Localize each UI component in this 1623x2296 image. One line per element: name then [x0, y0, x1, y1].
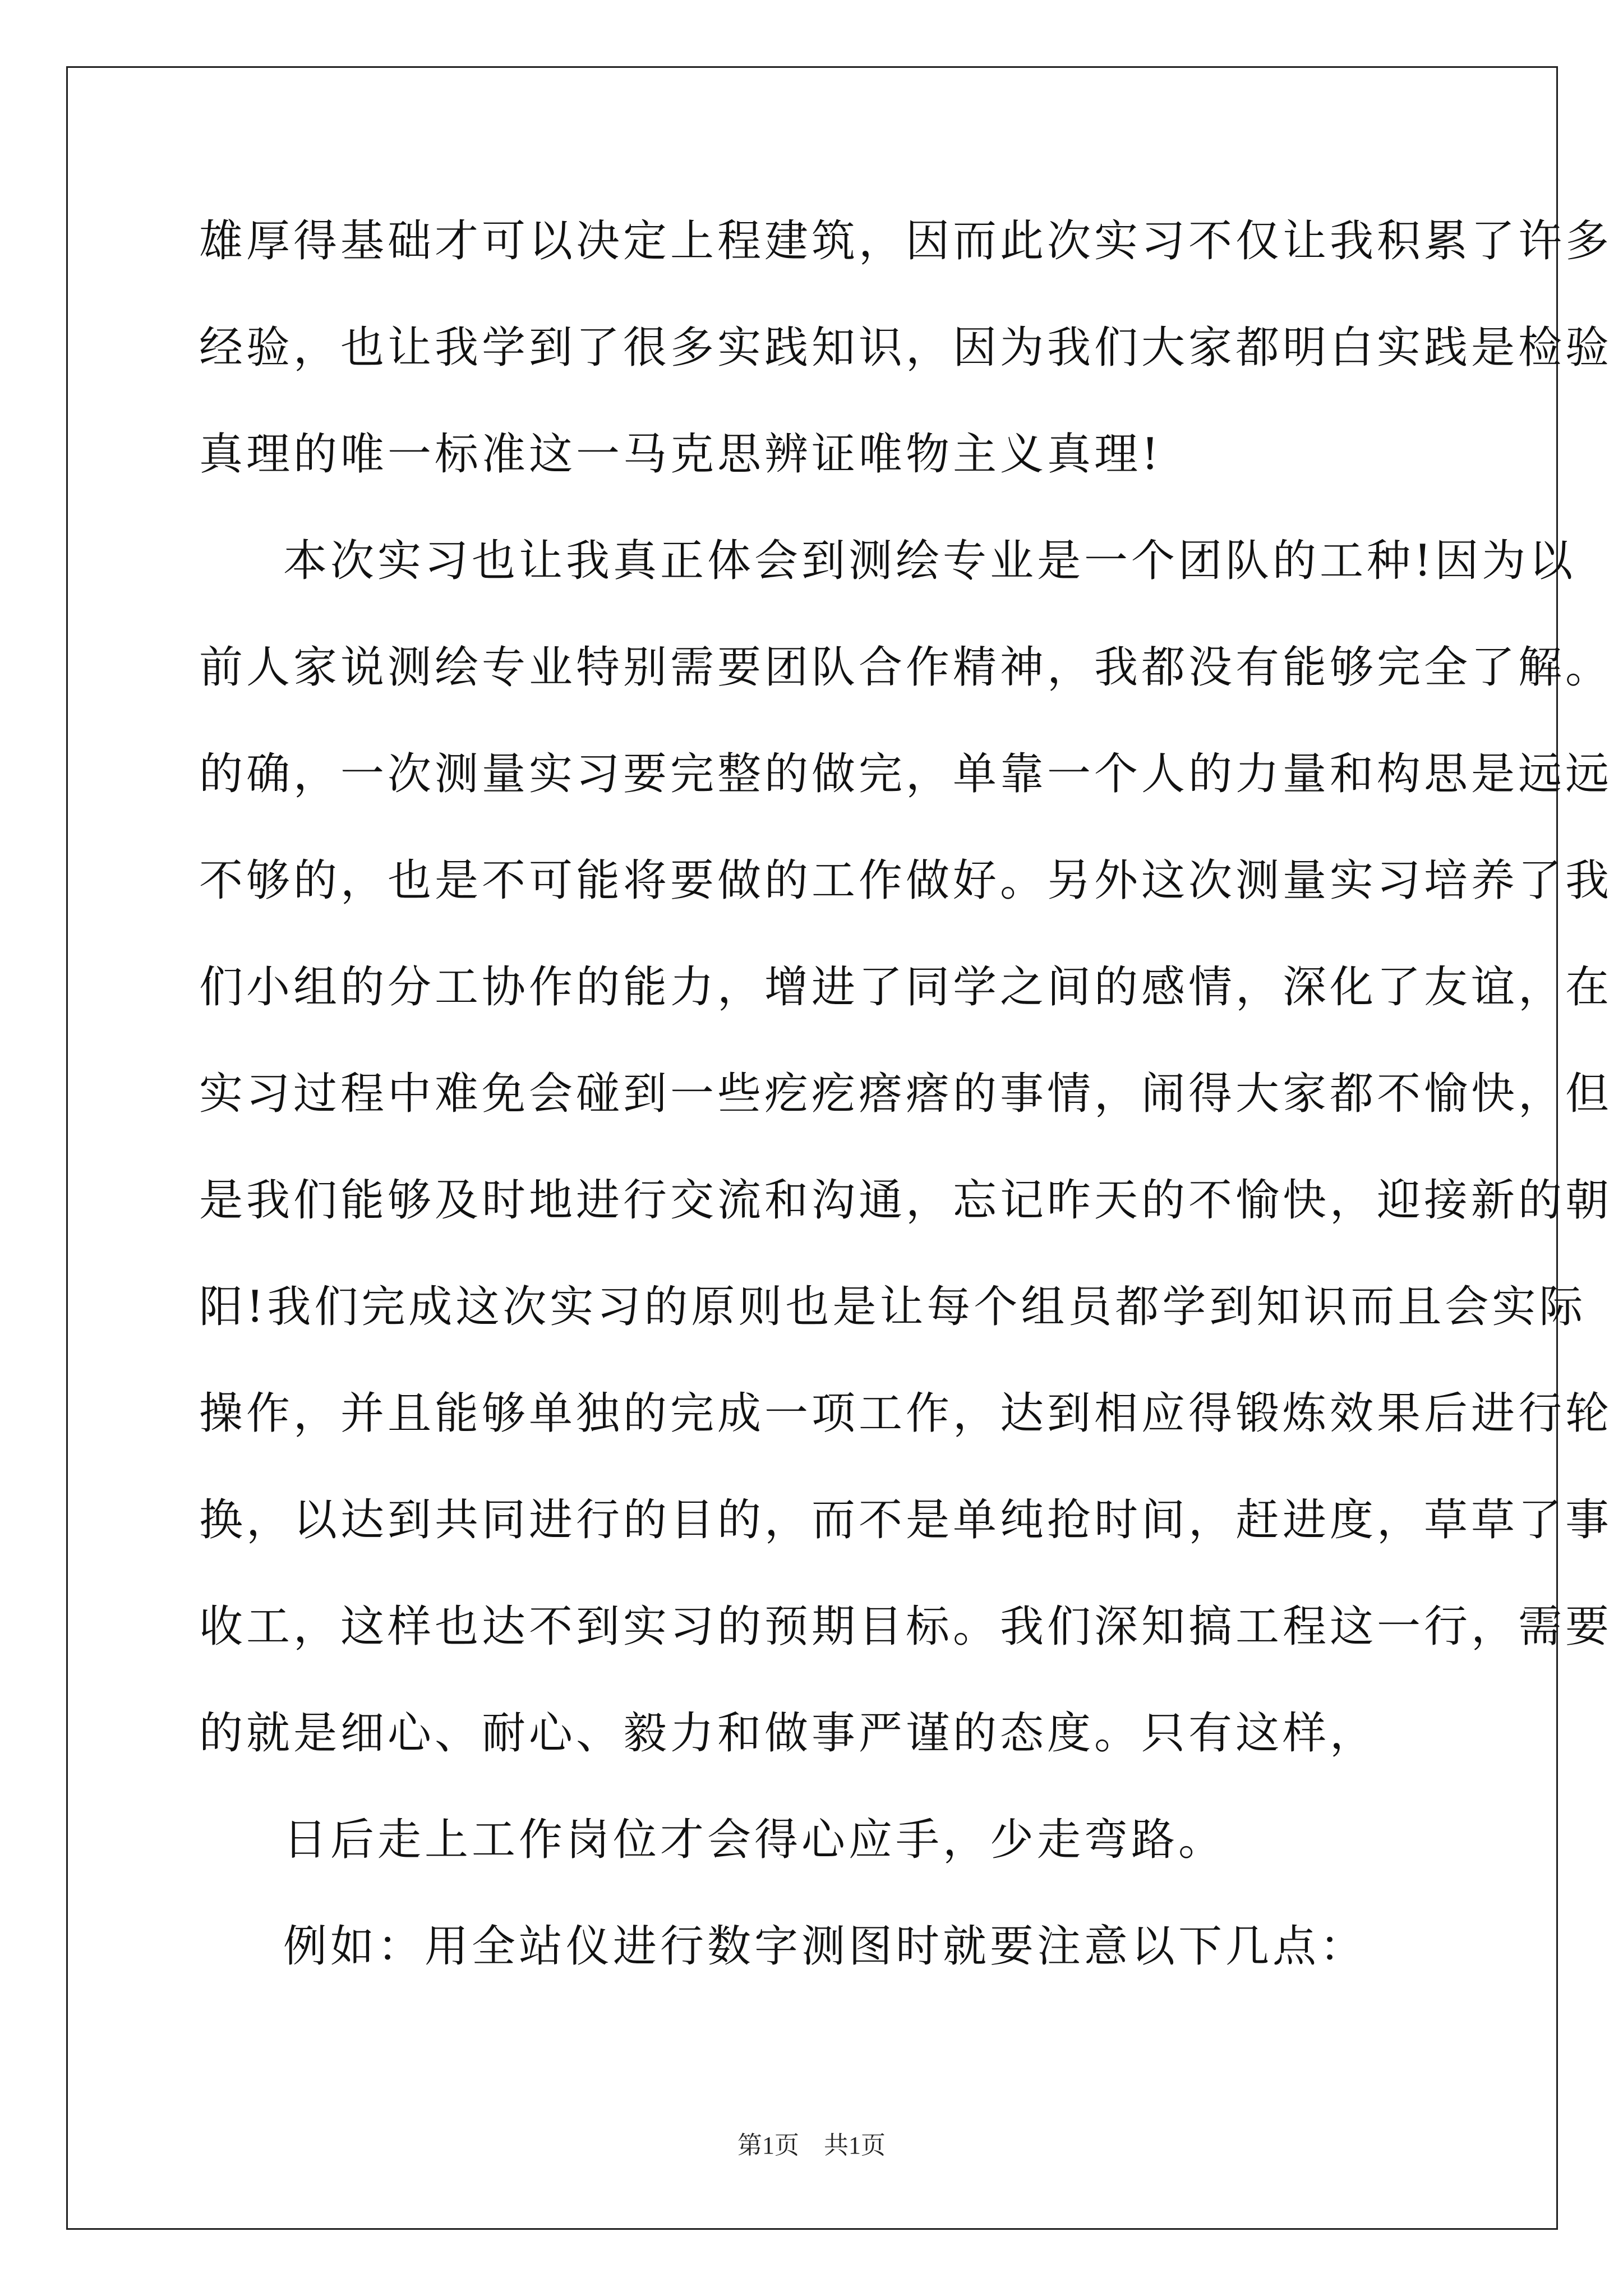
text-line: 真理的唯一标准这一马克思辨证唯物主义真理! — [199, 429, 1163, 480]
text-line: 的确，一次测量实习要完整的做完，单靠一个人的力量和构思是远远 — [199, 749, 1613, 799]
text-line: 不够的，也是不可能将要做的工作做好。另外这次测量实习培养了我 — [199, 855, 1613, 906]
text-line: 收工，这样也达不到实习的预期目标。我们深知搞工程这一行，需要 — [199, 1602, 1613, 1652]
text-line: 实习过程中难免会碰到一些疙疙瘩瘩的事情，闹得大家都不愉快，但 — [199, 1069, 1613, 1119]
text-line: 本次实习也让我真正体会到测绘专业是一个团队的工种!因为以 — [283, 536, 1576, 586]
text-line: 雄厚得基础才可以决定上程建筑，因而此次实习不仅让我积累了许多 — [199, 216, 1613, 266]
text-line: 是我们能够及时地进行交流和沟通，忘记昨天的不愉快，迎接新的朝 — [199, 1175, 1613, 1226]
page-number-footer: 第1页 共1页 — [737, 2132, 886, 2159]
text-line: 经验，也让我学到了很多实践知识，因为我们大家都明白实践是检验 — [199, 323, 1613, 373]
text-line: 日后走上工作岗位才会得心应手，少走弯路。 — [283, 1815, 1226, 1865]
text-line: 操作，并且能够单独的完成一项工作，达到相应得锻炼效果后进行轮 — [199, 1388, 1613, 1439]
text-line: 们小组的分工协作的能力，增进了同学之间的感情，深化了友谊，在 — [199, 962, 1613, 1013]
text-line: 的就是细心、耐心、毅力和做事严谨的态度。只有这样， — [199, 1708, 1377, 1759]
text-line: 阳!我们完成这次实习的原则也是让每个组员都学到知识而且会实际 — [199, 1282, 1587, 1332]
text-line: 换，以达到共同进行的目的，而不是单纯抢时间，赶进度，草草了事 — [199, 1495, 1613, 1545]
text-line: 前人家说测绘专业特别需要团队合作精神，我都没有能够完全了解。 — [199, 642, 1613, 693]
page-border — [66, 66, 1613, 2230]
text-line: 例如：用全站仪进行数字测图时就要注意以下几点： — [283, 1921, 1367, 1972]
